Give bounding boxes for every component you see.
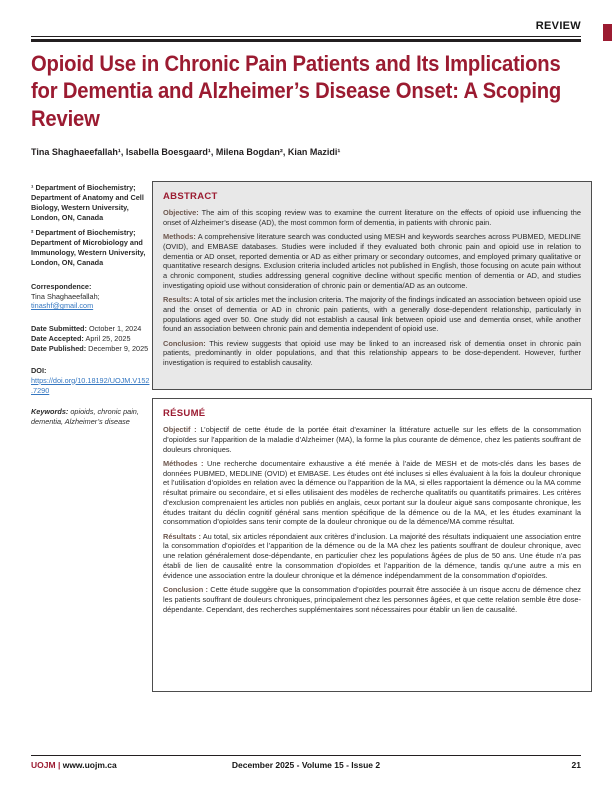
- footer-journal-name: UOJM: [31, 760, 56, 770]
- resume-heading: RÉSUMÉ: [163, 408, 206, 419]
- date-published: Date Published: December 9, 2025: [31, 343, 149, 353]
- doi-label: DOI:: [31, 365, 47, 375]
- dates-block: [31, 324, 150, 354]
- page-title: Opioid Use in Chronic Pain Patients and Its Implications for Dementia and Alzheimer’s Disease Onset: A Scoping Review: [31, 51, 562, 131]
- keywords-label: Keywords:: [31, 407, 69, 417]
- correspondence-block: [31, 282, 150, 312]
- footer-issue-info: December 2025 - Volume 15 - Issue 2: [231, 760, 381, 770]
- footer-rule: [31, 755, 581, 756]
- abstract-box: [152, 181, 592, 390]
- abstract-objective-paragraph: Objective: The aim of this scoping review was to examine the current literature on the effects of opioid use influencing the onset of Alzheimer’s disease (AD), the most common form of dementia, in patients with chronic pain.: [163, 208, 581, 227]
- abstract-heading: ABSTRACT: [163, 191, 218, 202]
- header-rule-thin: [31, 36, 581, 37]
- authors-line: Tina Shaghaeefallah¹, Isabella Boesgaard¹, Milena Bogdan², Kian Mazidi¹: [31, 147, 341, 157]
- main-column: [152, 181, 592, 692]
- abstract-results-paragraph: Results: A total of six articles met the inclusion criteria. The majority of the findings indicated an association between opioid use and the onset of dementia or AD in chronic pain patients, with a generally dose-dependent relationship, particularly in populations aged over 50. One study did not establish a causal link between opioid use and dementia onset, while another found an association between chronic pain and dementia independent of opioid use.: [163, 295, 581, 334]
- doi-link[interactable]: https://doi.org/10.18192/UOJM.V152.7290: [31, 375, 150, 395]
- correspondence-label: Correspondence:: [31, 281, 92, 291]
- date-accepted: Date Accepted: April 25, 2025: [31, 334, 131, 344]
- footer-page-number: 21: [571, 760, 581, 770]
- metadata-sidebar: [31, 183, 150, 427]
- resume-objectif-paragraph: Objectif : L’objectif de cette étude de la portée était d’examiner la littérature actuelle sur les effets de la consommation d’opioïdes sur l’apparition de la maladie d’Alzheimer (MA), la forme la plus courante de démence, chez les patients souffrant de douleurs chroniques.: [163, 425, 581, 454]
- abstract-methods-paragraph: Methods: A comprehensive literature search was conducted using MESH and keywords searches across PUBMED, MEDLINE (OVID), and EMBASE databases. Studies were included if they evaluated both chronic pain and opioid use in relation to dementia or AD onset, reported dementia or AD as either primary or secondary outcomes, and employed primary qualitative or quantitative research designs. Exclusion criteria included articles not published in English, those focusing on acute pain without a chronic component, studies addressing general cognitive decline without specific mention of dementia or AD, and studies investigating opioid use without consideration of chronic pain or dementia/AD as an outcome.: [163, 232, 581, 290]
- article-category-label: REVIEW: [535, 20, 581, 32]
- resume-conclusion-paragraph: Conclusion : Cette étude suggère que la consommation d’opioïdes pourrait être associée à un risque accru de démence chez les patients souffrant de douleurs chroniques, principalement chez les personnes âgées, et que cette relation semble être dose-dépendante. Cependant, des recherches supplémentaires sont nécessaires pour établir un lien de causalité.: [163, 584, 581, 614]
- page-edge-tab: [603, 24, 612, 41]
- header-rule-thick: [31, 39, 581, 42]
- resume-resultats-paragraph: Résultats : Au total, six articles répondaient aux critères d’inclusion. La majorité des résultats indiquaient une association entre la consommation d’opioïdes et l’apparition de la démence ou de la MA chez les patients souffrant de douleur chronique, avec une relation généralement dose-dépendante, en particulier chez les populations âgées de plus de 50 ans. Une étude n’a pas établi de lien de causalité entre la consommation d’opioïdes et l’apparition de la démence, tandis qu’une autre a mis en évidence une association entre la douleur chronique et la démence indépendamment de la consommation d’opioïdes.: [163, 531, 581, 580]
- date-submitted: Date Submitted: October 1, 2024: [31, 324, 142, 334]
- email-link[interactable]: tinashf@gmail.com: [31, 301, 94, 311]
- footer: [31, 760, 581, 774]
- footer-separator: |: [57, 760, 61, 770]
- resume-methodes-paragraph: Méthodes : Une recherche documentaire exhaustive a été menée à l’aide de MESH et de mots-clés dans les bases de données PUBMED, MEDLINE (OVID) et EMBASE. Les études ont été incluses si elles évaluaient à la fois la douleur chronique et l’utilisation d’opioïdes en relation avec la démence ou l’apparition de la MA, si elles rapportaient la démence ou la MA comme résultat primaire ou secondaire, et si elles utilisaient des modèles de recherche qualitatifs ou quantitatifs primaires. Les critères d’exclusion comprenaient les articles non publiés en anglais, ceux portant sur la douleur aiguë sans composante chronique, les études traitant du déclin cognitif général sans mention spécifique de la démence ou de la MA, et les études examinant la consommation d’opioïdes sans tenir compte de la douleur chronique ou de la démence/MA comme résultat.: [163, 458, 581, 527]
- keywords-block: [31, 407, 150, 427]
- abstract-conclusion-paragraph: Conclusion: This review suggests that opioid use may be linked to an increased risk of dementia onset in chronic pain patients, predominantly in older populations, and that this relationship appears to be dose-dependent. However, further investigation is required to establish causality.: [163, 338, 581, 368]
- correspondence-name: Tina Shaghaeefallah;: [31, 291, 100, 301]
- footer-website: www.uojm.ca: [62, 760, 117, 770]
- affiliation-2: ² Department of Biochemistry; Department of Microbiology and Immunology, Western University, London, ON, Canada: [31, 228, 146, 267]
- doi-block: [31, 366, 150, 396]
- affiliation-1: ¹ Department of Biochemistry; Department of Anatomy and Cell Biology, Western University, London, ON, Canada: [31, 183, 144, 222]
- keywords-text: opioids, chronic pain, dementia, Alzheimer’s disease: [31, 407, 139, 427]
- resume-box: [152, 398, 592, 692]
